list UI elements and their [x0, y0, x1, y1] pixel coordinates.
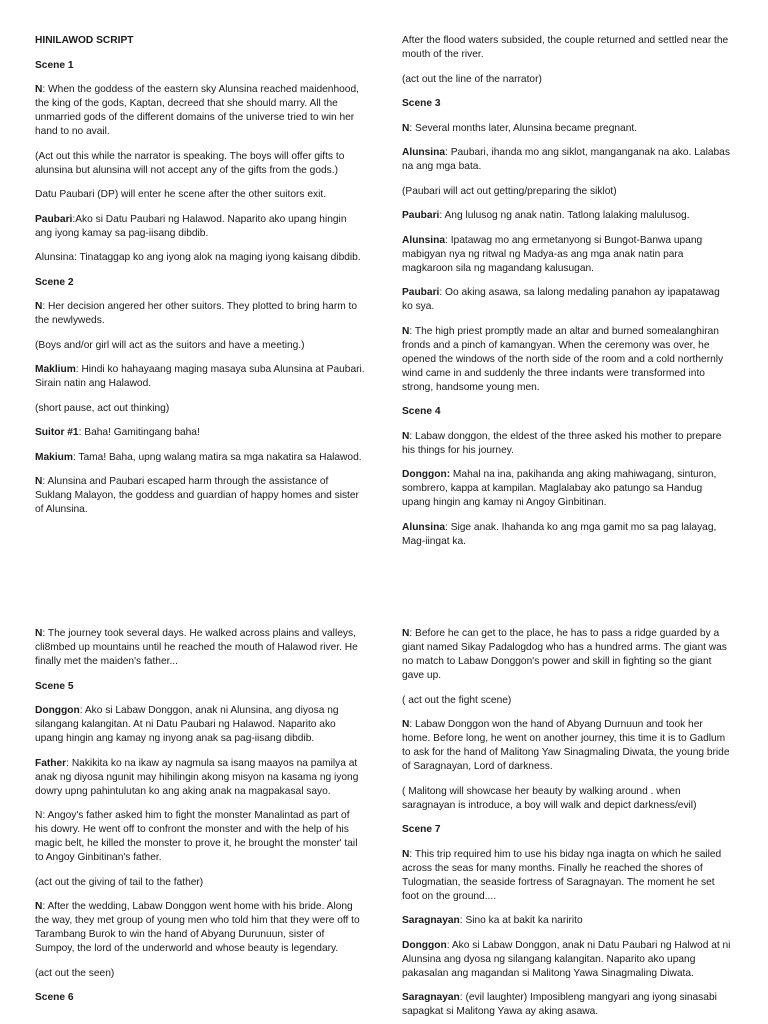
- scene-heading: Scene 7: [402, 824, 441, 835]
- speaker-separator: :: [445, 521, 448, 533]
- dialogue-line: [402, 914, 732, 928]
- dialogue-text: The journey took several days. He walked across plains and valleys, cli8mbed up mountains until he reached the mouth of Halawod river. He finally met the maiden's father...: [35, 628, 358, 667]
- speaker-name: Donggon: [402, 939, 447, 951]
- speaker-separator: :: [459, 915, 463, 926]
- dialogue-text: After the wedding, Labaw Donggon went home with his bride. Along the way, they met group of young men who told him that they were off to Tarambang Burok to win the hand of Abyang Durunuun, sister of Sumpoy, the lord of the underworld and whose beauty is legendary.: [35, 901, 360, 954]
- speaker-name: Alunsina: [402, 521, 446, 533]
- speaker-separator: :: [446, 939, 450, 951]
- speaker-separator: :: [79, 705, 83, 716]
- dialogue-line: [402, 234, 732, 276]
- speaker-separator: :: [42, 901, 46, 912]
- speaker-separator: :: [42, 476, 46, 487]
- dialogue-text: Alunsina and Paubari escaped harm through the assistance of Suklang Malayon, the goddess and guardian of happy homes and sister of Alunsina.: [35, 476, 359, 515]
- dialogue-line: [35, 426, 365, 440]
- dialogue-text: Paubari, ihanda mo ang siklot, manganganak na ako. Lalabas na ang mga bata.: [402, 147, 730, 172]
- dialogue-text: Hindi ko hahayaang maging masaya suba Alunsina at Paubari. Sirain natin ang Halawod.: [35, 364, 365, 389]
- dialogue-text: The high priest promptly made an altar and burned somealanghiran fronds and a pinch of kamangyan. When the ceremony was over, he opened the windows of the north side of the room and a cold northernly wind came in and suddenly the three indants were transformed into strong, handsome young men.: [402, 325, 724, 393]
- stage-direction: (act out the line of the narrator): [402, 73, 542, 85]
- dialogue-text: Sino ka at bakit ka naririto: [462, 915, 583, 926]
- speaker-name: N: [402, 122, 410, 134]
- speaker-separator: :: [409, 848, 413, 860]
- speaker-name: Alunsina: [402, 234, 446, 246]
- speaker-name: N: [35, 301, 43, 312]
- dialogue-text: Baha! Gamitingang baha!: [81, 427, 200, 438]
- dialogue-text: Ako si Labaw Donggon, anak ni Datu Paubari ng Halwod at ni Alunsina ang dyosa ng silangang kalangitan. Naparito ako upang pakasalan ang magandan si Malitong Yawa Sinagmaling Diwata.: [402, 939, 731, 979]
- dialogue-line: [35, 475, 365, 517]
- speaker-separator: :: [445, 234, 448, 246]
- speaker-separator: :: [42, 84, 46, 95]
- dialogue-line: [35, 363, 365, 391]
- speaker-name: N: [402, 430, 410, 442]
- stage-direction: After the flood waters subsided, the couple returned and settled near the mouth of the river.: [402, 35, 729, 60]
- dialogue-text: Nakikita ko na ikaw ay nagmula sa isang maayos na pamilya at anak ng diyosa ngunit may hihilingin akong misyon na kasama ng iyong dowry upng pahintulutan ko ang aking anak na magpakasal sayo.: [35, 757, 359, 797]
- dialogue-line: [402, 468, 732, 510]
- dialogue-line: [35, 900, 365, 956]
- speaker-separator: :: [78, 427, 82, 438]
- dialogue-text: Before he can get to the place, he has to pass a ridge guarded by a giant named Sikay Padalogdog who has a hundred arms. The giant was no match to Labaw Donggon's power and skill in fighting so the giant gave up.: [402, 628, 727, 681]
- stage-direction: ( Malitong will showcase her beauty by walking around . when saragnayan is introduce, a boy will walk and depict darkness/evil): [402, 785, 697, 811]
- stage-direction: ( act out the fight scene): [402, 694, 512, 706]
- speaker-separator: :: [75, 364, 79, 375]
- stage-direction: (Act out this while the narrator is speaking. The boys will offer gifts to alunsina but alunsina will not accept any of the gifts from the gods.): [35, 150, 345, 176]
- speaker-name: Donggon:: [402, 469, 451, 480]
- speaker-name: Father: [35, 757, 67, 769]
- dialogue-text: Ang lulusog ng anak natin. Tatlong lalaking malulusog.: [442, 210, 690, 221]
- dialogue-line: [402, 209, 732, 223]
- speaker-name: Maklium: [35, 364, 76, 375]
- column-top-right: [402, 34, 732, 559]
- speaker-name: Paubari: [402, 287, 440, 298]
- stage-direction: (Paubari will act out getting/preparing the siklot): [402, 185, 617, 197]
- dialogue-text: Oo aking asawa, sa lalong medaling panahon ay ipapatawag ko sya.: [402, 287, 720, 312]
- speaker-name: N: [35, 84, 43, 95]
- dialogue-line: [402, 627, 732, 683]
- speaker-separator: :: [459, 992, 463, 1003]
- column-top-left: [35, 34, 365, 528]
- speaker-name: N: [402, 628, 410, 639]
- column-bottom-left: [35, 627, 365, 1016]
- stage-direction: (short pause, act out thinking): [35, 402, 170, 414]
- speaker-separator: :: [409, 430, 413, 442]
- column-bottom-right: [402, 627, 732, 1024]
- speaker-name: N: [402, 719, 410, 730]
- speaker-name: N: [402, 325, 410, 337]
- dialogue-line: [402, 991, 732, 1019]
- speaker-separator: :: [439, 210, 443, 221]
- dialogue-text: Ako si Labaw Donggon, anak ni Alunsina, ang diyosa ng silangang kalangitan. At ni Datu Paubari ng Halawod. Naparito ako upang hingin ang kamay ng inyong anak sa pag-iisang dibdib.: [35, 705, 339, 744]
- stage-direction: Datu Paubari (DP) will enter he scene after the other suitors exit.: [35, 189, 327, 200]
- speaker-separator: :: [409, 719, 413, 730]
- dialogue-line: [35, 300, 365, 328]
- speaker-name: Saragnayan: [402, 915, 460, 926]
- dialogue-line: [402, 718, 732, 774]
- speaker-name: Paubari: [35, 213, 73, 225]
- dialogue-line: [402, 122, 732, 136]
- stage-direction: N: Angoy's father asked him to fight the monster Manalintad as part of his dowry. He went off to confront the monster and with the help of his magic belt, he killed the monster to prove it, he brought the monster' tail to Angoy Ginbitinan's father.: [35, 810, 358, 863]
- speaker-name: Makium: [35, 451, 73, 463]
- speaker-separator: :: [409, 628, 413, 639]
- speaker-name: Suitor #1: [35, 427, 79, 438]
- stage-direction: (act out the giving of tail to the father): [35, 876, 204, 888]
- dialogue-line: [35, 704, 365, 746]
- dialogue-text: Sige anak. Ihahanda ko ang mga gamit mo sa pag lalayag, Mag-iingat ka.: [402, 521, 717, 547]
- dialogue-text: Labaw Donggon won the hand of Abyang Durnuun and took her home. Before long, he went on another journey, this time it is to Gadlum to ask for the hand of Malitong Yaw Sinagmaling Diwata, the young bride of Saragnayan, Lord of darkness.: [402, 719, 730, 772]
- dialogue-text: Labaw donggon, the eldest of the three asked his mother to prepare his things for his journey.: [402, 430, 722, 456]
- stage-direction: Alunsina: Tinataggap ko ang iyong alok na maging iyong kaisang dibdib.: [35, 252, 361, 263]
- speaker-separator: :: [72, 213, 76, 225]
- dialogue-line: [35, 627, 365, 669]
- speaker-separator: :: [72, 451, 76, 463]
- dialogue-text: When the goddess of the eastern sky Alunsina reached maidenhood, the king of the gods, Kaptan, decreed that she should marry. All the unmarried gods of the different domains of the universe tried to win her hand to no avail.: [35, 84, 359, 137]
- speaker-name: N: [35, 901, 43, 912]
- scene-heading: HINILAWOD SCRIPT: [35, 35, 134, 46]
- speaker-separator: :: [409, 325, 413, 337]
- scene-heading: Scene 6: [35, 992, 74, 1003]
- scene-heading: Scene 4: [402, 406, 441, 417]
- scene-heading: Scene 1: [35, 59, 74, 71]
- dialogue-text: (evil laughter) Imposibleng mangyari ang iyong sinasabi sapagkat si Malitong Yawa ay aking asawa.: [402, 992, 717, 1017]
- dialogue-text: Tama! Baha, upng walang matira sa mga nakatira sa Halawod.: [75, 451, 362, 463]
- dialogue-line: [35, 757, 365, 799]
- stage-direction: (Boys and/or girl will act as the suitors and have a meeting.): [35, 339, 305, 351]
- dialogue-line: [35, 83, 365, 139]
- dialogue-line: [402, 286, 732, 314]
- dialogue-text: Mahal na ina, pakihanda ang aking mahiwagang, sinturon, sombrero, kappa at kampilan. Maglalabay ako patungo sa Handug upang hingin ang kamay ni Angoy Ginbitinan.: [402, 469, 717, 508]
- speaker-separator: :: [445, 147, 448, 158]
- dialogue-line: [35, 451, 365, 465]
- speaker-name: N: [35, 628, 43, 639]
- scene-heading: Scene 2: [35, 276, 74, 288]
- dialogue-line: [402, 430, 732, 458]
- dialogue-line: [402, 939, 732, 981]
- speaker-name: Paubari: [402, 210, 440, 221]
- scene-heading: Scene 5: [35, 680, 74, 692]
- speaker-separator: :: [409, 122, 413, 134]
- dialogue-text: Her decision angered her other suitors. They plotted to bring harm to the newlyweds.: [35, 301, 358, 326]
- dialogue-text: Several months later, Alunsina became pregnant.: [412, 122, 638, 134]
- dialogue-line: [402, 521, 732, 549]
- dialogue-line: [402, 325, 732, 395]
- stage-direction: (act out the seen): [35, 967, 115, 979]
- speaker-name: Saragnayan: [402, 992, 460, 1003]
- scene-heading: Scene 3: [402, 98, 441, 109]
- speaker-separator: :: [42, 301, 46, 312]
- speaker-name: Donggon: [35, 705, 80, 716]
- dialogue-text: Ako si Datu Paubari ng Halawod. Naparito ako upang hingin ang iyong kamay sa pag-iisang dibdib.: [35, 213, 347, 239]
- dialogue-line: [402, 848, 732, 904]
- speaker-name: N: [402, 848, 410, 860]
- speaker-separator: :: [439, 287, 443, 298]
- speaker-name: Alunsina: [402, 147, 446, 158]
- speaker-name: N: [35, 476, 43, 487]
- dialogue-line: [402, 146, 732, 174]
- dialogue-line: [35, 213, 365, 241]
- speaker-separator: :: [66, 757, 69, 769]
- speaker-separator: :: [42, 628, 46, 639]
- dialogue-text: This trip required him to use his biday nga inagta on which he sailed across the seas for many months. Finally he reached the shores of Tulogmatian, the seaside fortress of Saragnayan. The moment he set foot on the ground....: [402, 848, 722, 902]
- dialogue-text: Ipatawag mo ang ermetanyong si Bungot-Banwa upang mabigyan nya ng ritwal ng Madya-as ang mga anak natin para magkaroon sila ng magandang kalusugan.: [402, 234, 703, 274]
